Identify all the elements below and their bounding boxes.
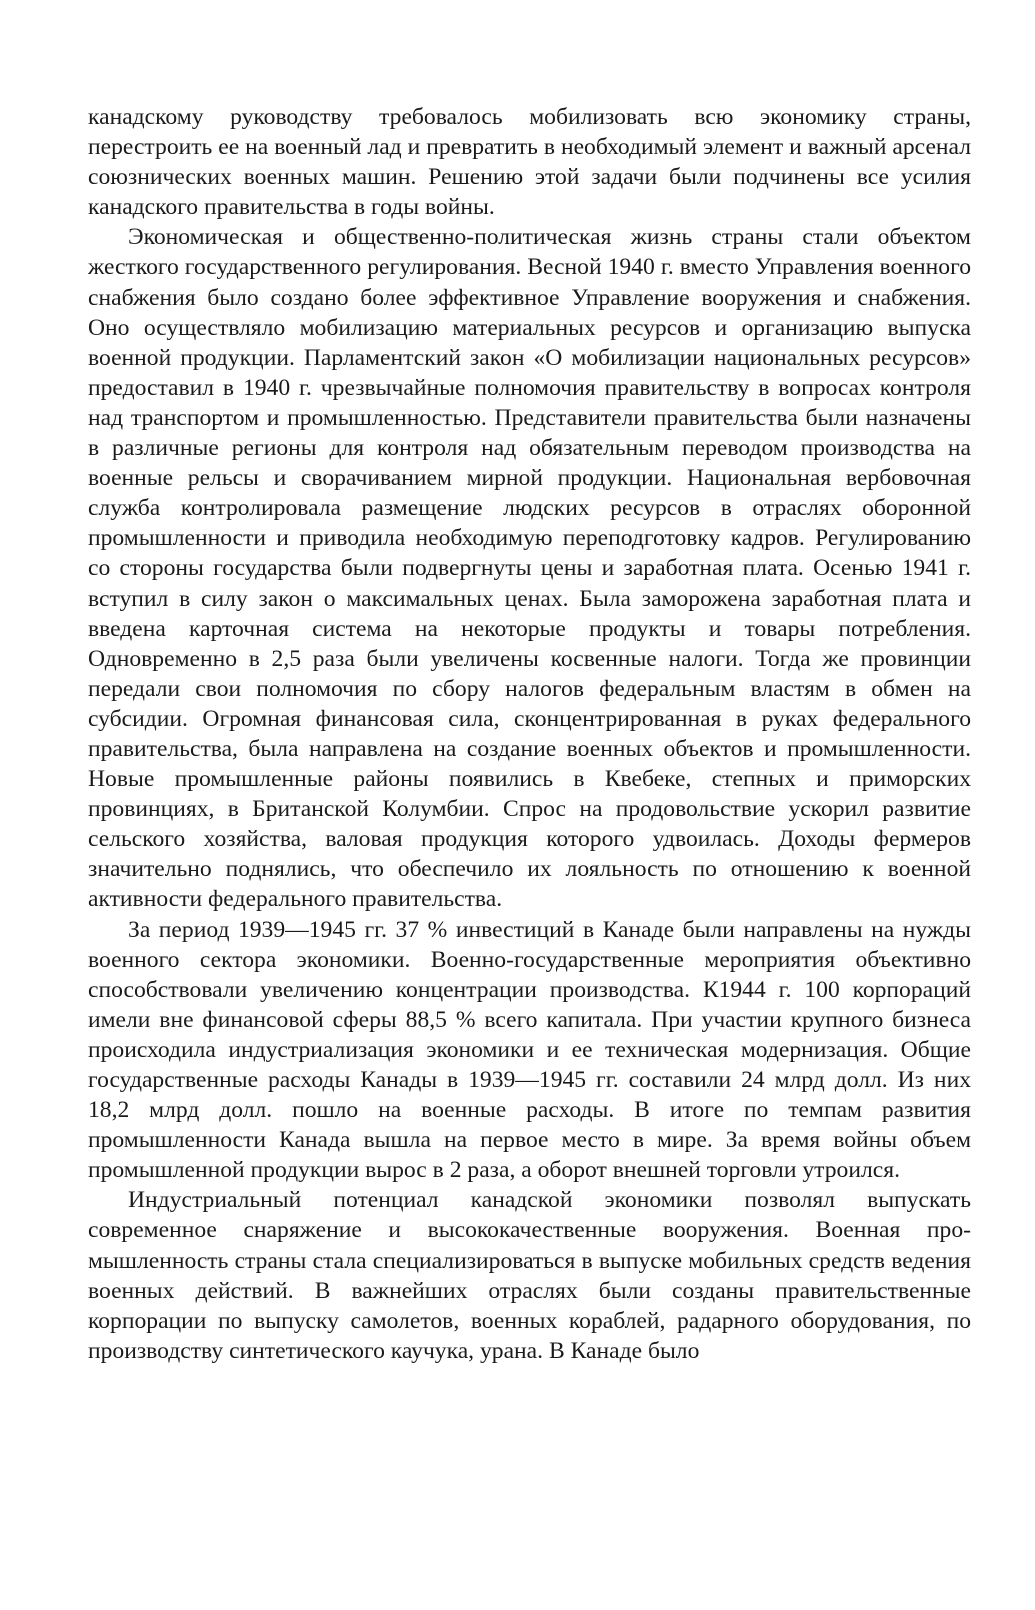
paragraph-4: Индустриальный потенциал канадской экономики позволял выпускать современное снаряжение и высококачественные вооружения. Военная промышленность страны стала специализироваться в выпуске мобильных средств ведения военных действий. В важнейших отраслях были созданы правительственные корпорации по выпуску самолетов, военных кораблей, радарного оборудования, по производству синтетического каучука, урана. В Канаде было <box>88 1187 971 1364</box>
paragraph-2: Экономическая и общественно-политическая жизнь страны стали объектом жесткого государственного регулирования. Весной 1940 г. вместо Управления военного снабжения было создано более эффективное Управление вооружения и снабжения. Оно осуществляло мобилизацию материальных ресурсов и организацию выпуска военной продукции. Парламентский закон «О мобилизации национальных ресурсов» предоставил в 1940 г. чрезвычайные полномочия правительству в вопросах контроля над транспортом и промышленностью. Представители правительства были назначены в различные регионы для контроля над обязательным переводом производства на военные рельсы и сворачиванием мирной продукции. Национальная вербовочная служба контролировала размещение людских ресурсов в отраслях оборонной промышленности и приводила необходимую переподготовку кадров. Регулированию со стороны государства были подвергнуты цены и заработная плата. Осенью 1941 г. вступил в силу закон о максимальных ценах. Была заморожена заработная плата и введена карточная система на некоторые продукты и товары потребления. Одновременно в 2,5 раза были увеличены косвенные налоги. Тогда же провинции передали свои полномочия по сбору налогов федеральным властям в обмен на субсидии. Огромная финансовая сила, сконцентрированная в руках федерального правительства, была направлена на создание военных объектов и промышленности. Новые промышленные районы появились в Квебеке, степных и приморских провинциях, в Британской Колумбии. Спрос на продовольствие ускорил развитие сельского хозяйства, валовая продукция которого удвоилась. Доходы фермеров значительно поднялись, что обеспечило их лояльность по отношению к военной активности федерального правительства. <box>88 224 971 913</box>
paragraph-3: За период 1939—1945 гг. 37 % инвестиций в Канаде были направлены на нужды военного сектора экономики. Военно-государственные мероприятия объективно способствовали увеличению концентрации производства. К1944 г. 100 корпораций имели вне финансовой сферы 88,5 % всего капитала. При участии крупного бизнеса происходила индустриализация экономики и ее техническая модернизация. Общие государственные расходы Канады в 1939—1945 гг. составили 24 млрд долл. Из них 18,2 млрд долл. пошло на военные расходы. В итоге по темпам развития промышленности Канада вышла на первое место в мире. За время войны объем промышленной продукции вырос в 2 раза, а оборот внешней торговли утроился. <box>88 916 971 1184</box>
document-page <box>88 102 971 1366</box>
paragraph-1: канадскому руководству требовалось мобилизовать всю экономику страны, перестроить ее на военный лад и превратить в необходимый элемент и важный арсенал союзнических военных машин. Решению этой задачи были подчинены все усилия канадского правительства в годы войны. <box>88 104 971 221</box>
